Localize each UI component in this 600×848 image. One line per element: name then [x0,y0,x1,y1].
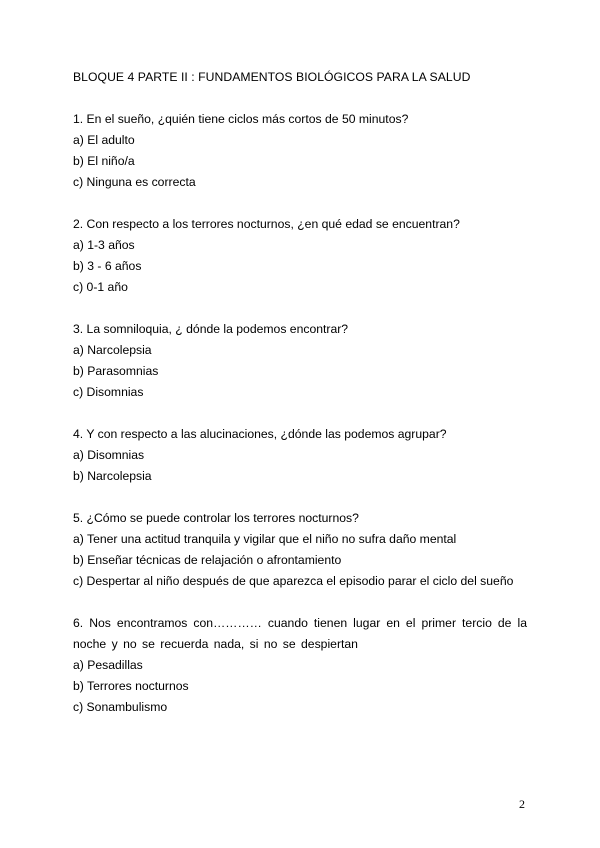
answer-option: c) Sonambulismo [73,700,168,714]
question-text: 5. ¿Cómo se puede controlar los terrores nocturnos? [73,511,359,525]
answer-option: a) Narcolepsia [73,343,152,357]
question-5 [73,508,527,592]
answer-option: a) Pesadillas [73,658,143,672]
answer-option: c) Despertar al niño después de que aparezca el episodio parar el ciclo del sueño [73,574,514,588]
question-text: 4. Y con respecto a las alucinaciones, ¿dónde las podemos agrupar? [73,427,447,441]
answer-option: c) 0-1 año [73,280,128,294]
answer-option: c) Disomnias [73,385,144,399]
answer-option: a) Disomnias [73,448,145,462]
question-4 [73,424,527,487]
answer-option: a) Tener una actitud tranquila y vigilar que el niño no sufra daño mental [73,532,457,546]
question-text: 6. Nos encontramos con………… cuando tienen lugar en el primer tercio de la noche y no se recuerda nada, si no se despiertan [73,616,527,651]
question-3 [73,319,527,403]
question-1 [73,109,527,193]
answer-option: a) 1-3 años [73,238,135,252]
answer-option: b) 3 - 6 años [73,259,142,273]
question-text: 3. La somniloquia, ¿ dónde la podemos encontrar? [73,322,349,336]
answer-option: a) El adulto [73,133,135,147]
question-2 [73,214,527,298]
question-text: 2. Con respecto a los terrores nocturnos, ¿en qué edad se encuentran? [73,217,460,231]
document-heading: BLOQUE 4 PARTE II : FUNDAMENTOS BIOLÓGICOS PARA LA SALUD [73,70,471,84]
page-number: 2 [519,797,525,811]
answer-option: b) Parasomnias [73,364,159,378]
answer-option: b) Narcolepsia [73,469,152,483]
document-page [73,67,527,718]
answer-option: b) Enseñar técnicas de relajación o afrontamiento [73,553,342,567]
question-text: 1. En el sueño, ¿quién tiene ciclos más cortos de 50 minutos? [73,112,409,126]
question-6 [73,613,527,718]
answer-option: b) El niño/a [73,154,135,168]
answer-option: c) Ninguna es correcta [73,175,196,189]
answer-option: b) Terrores nocturnos [73,679,189,693]
